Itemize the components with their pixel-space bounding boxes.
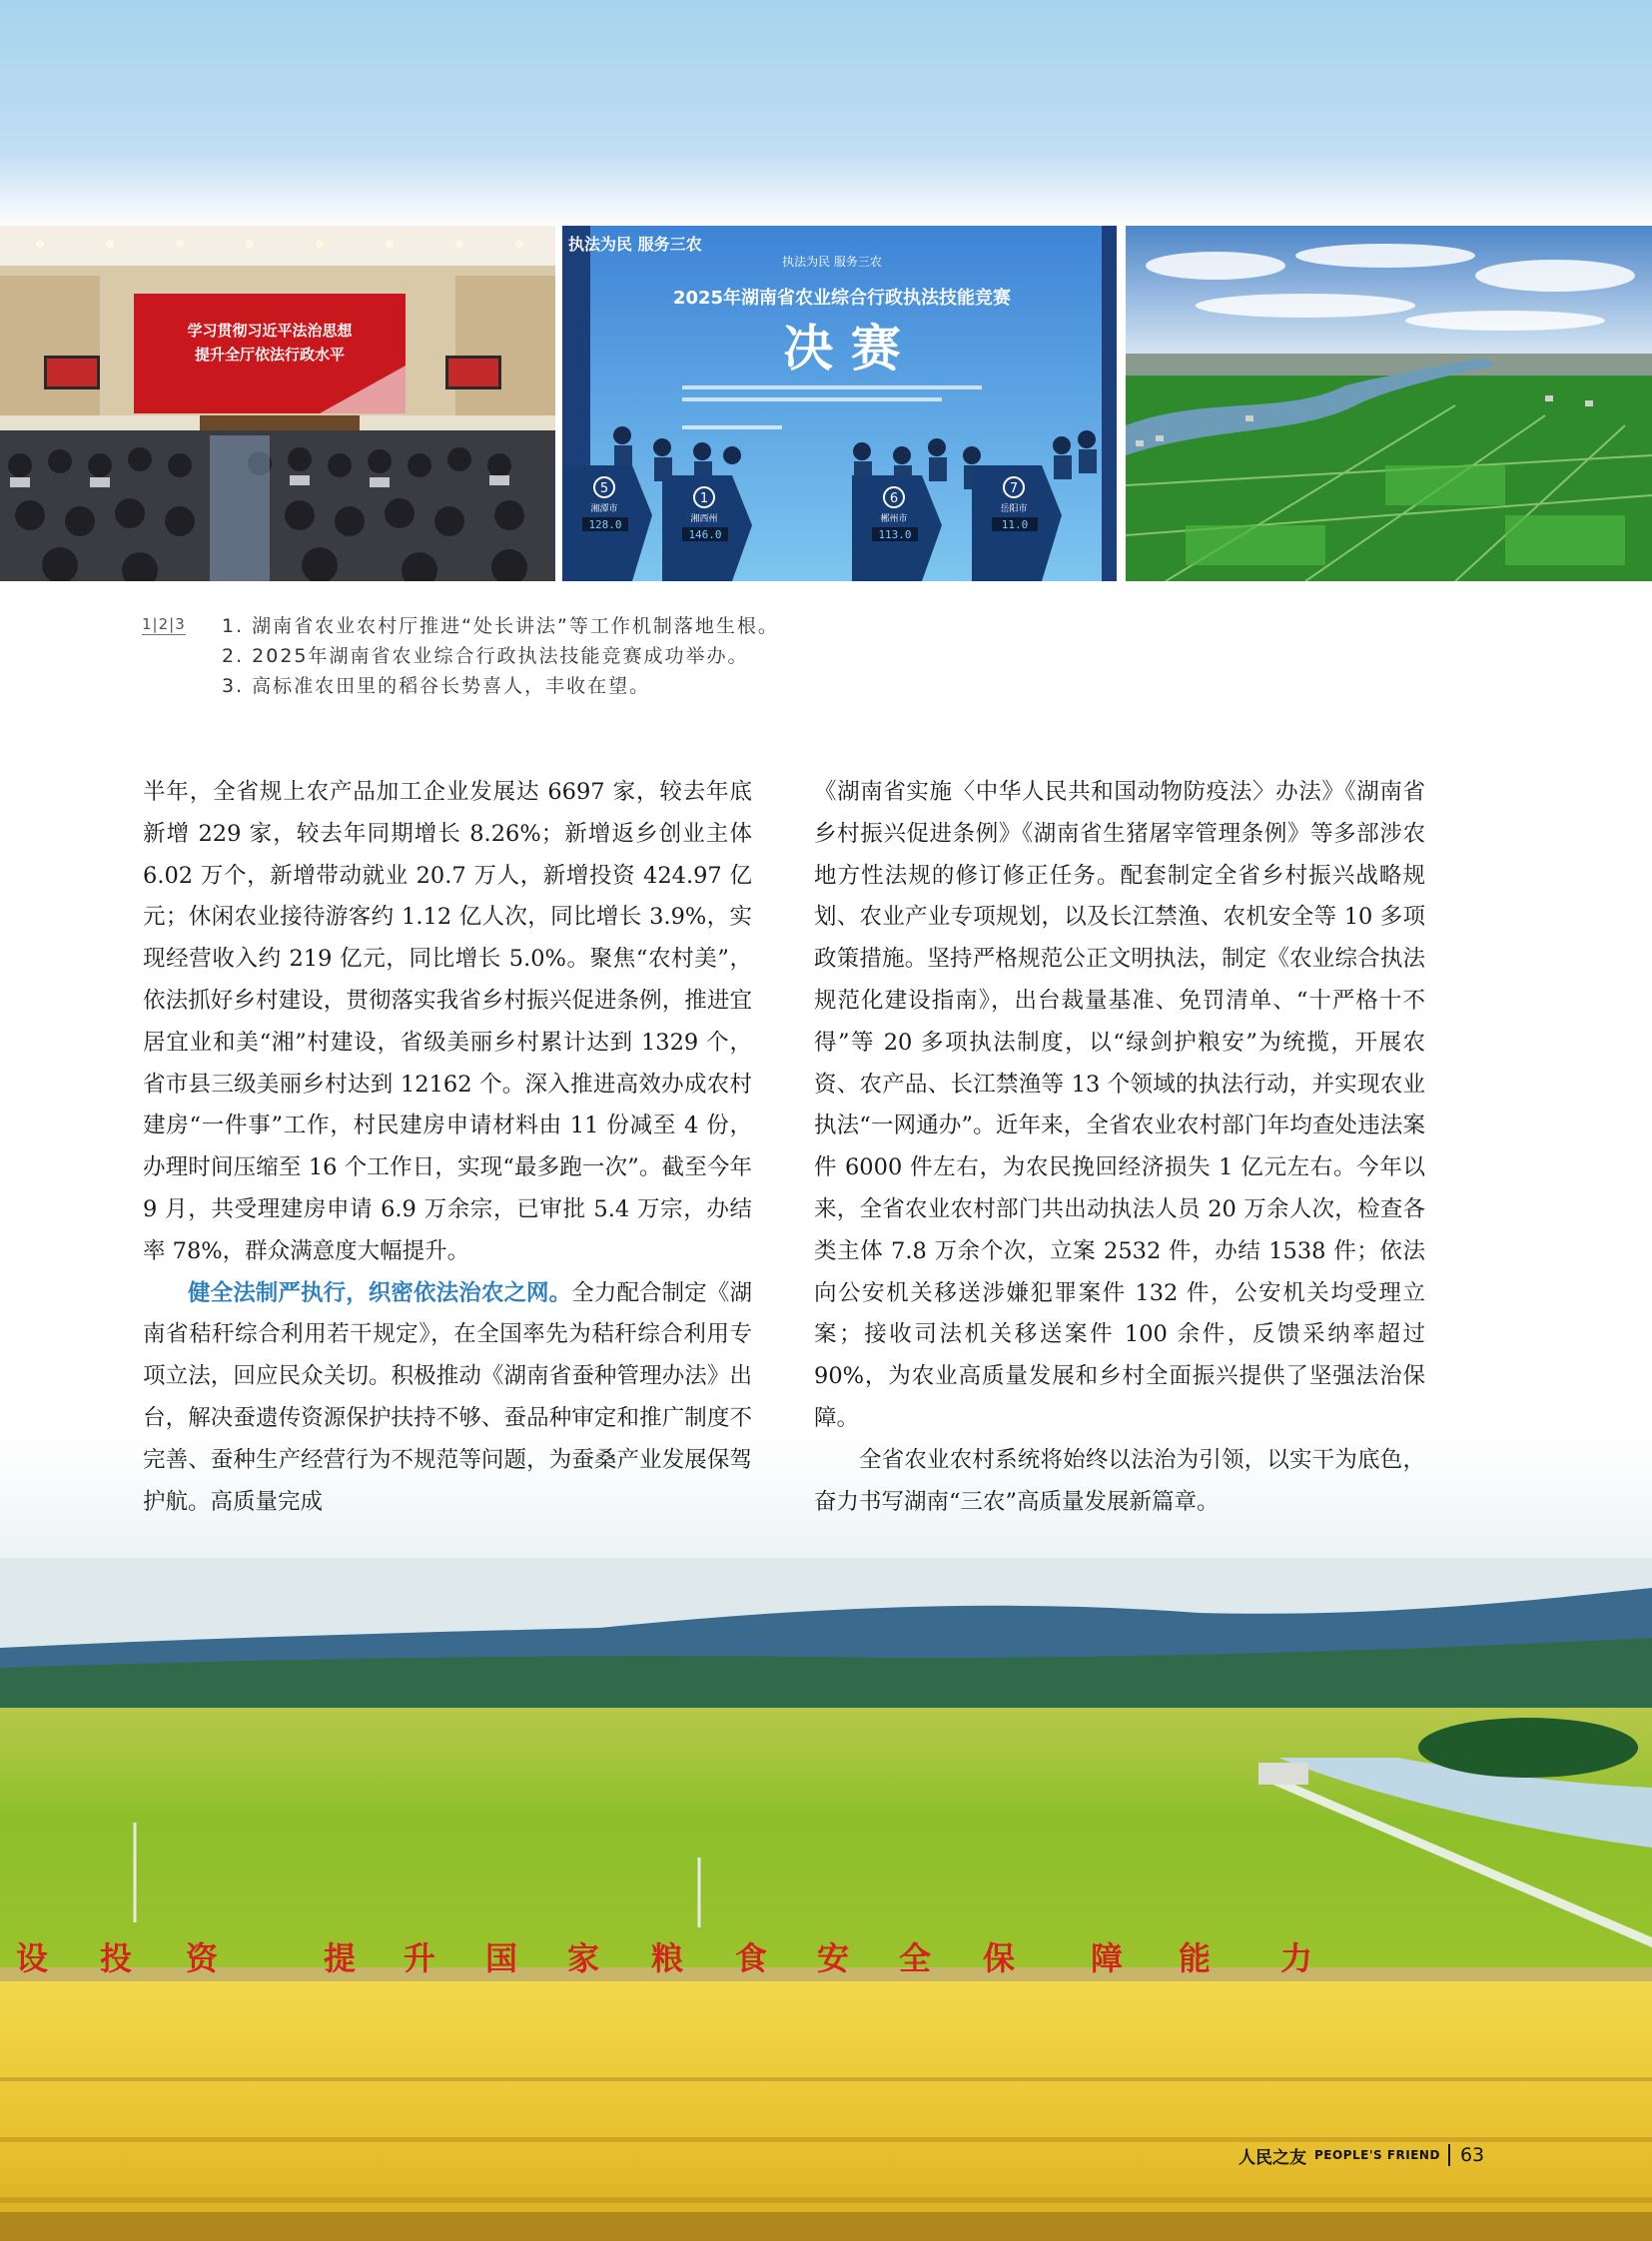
podium-city: 郴州市	[880, 514, 908, 524]
page-number: 63	[1459, 2144, 1485, 2166]
slogan-char: 资	[186, 1939, 219, 1977]
slogan-char: 保	[983, 1939, 1016, 1977]
podium-number: 1	[699, 491, 709, 506]
stage-title: 2025年湖南省农业综合行政执法技能竞赛	[672, 288, 1012, 309]
caption-item: 3. 高标准农田里的稻谷长势喜人，丰收在望。	[222, 675, 651, 697]
podium-score: 113.0	[878, 528, 912, 541]
podium-number: 7	[1009, 481, 1019, 496]
body-paragraph: 半年，全省规上农产品加工企业发展达 6697 家，较去年底新增 229 家，较去年同期增长 8.26%；新增返乡创业主体 6.02 万个，新增带动就业 20.7 万人，新增投资 424.97 亿元；休闲农业接待游客约 1.12 亿人次，同比增长 3.9%，实现经营收入约 219 亿元，同比增长 5.0%。聚焦“农村美”，依法抓好乡村建设，贯彻落实我省乡村振兴促进条例，推进宜居宜业和美“湘”村建设，省级美丽乡村累计达到 1329 个，省市县三级美丽乡村达到 12162 个。深入推进高效办成农村建房“一件事”工作，村民建房申请材料由 11 份减至 4 份，办理时间压缩至 16 个工作日，实现“最多跑一次”。截至今年 9 月，共受理建房申请 6.9 万余宗，已审批 5.4 万宗，办结率 78%，群众满意度大幅提升。	[143, 779, 752, 1264]
slogan-char: 能	[1179, 1939, 1212, 1977]
photo-meeting-hall	[0, 226, 555, 581]
slogan-char: 投	[100, 1939, 133, 1977]
slogan-char: 力	[1280, 1939, 1313, 1977]
footer-divider	[1448, 2144, 1450, 2166]
podium-number: 6	[889, 491, 899, 506]
podium-city: 湘潭市	[590, 504, 618, 514]
body-paragraph	[143, 1273, 752, 1524]
caption-item: 2. 2025年湖南省农业综合行政执法技能竞赛成功举办。	[222, 645, 749, 667]
body-paragraph: 《湖南省实施〈中华人民共和国动物防疫法〉办法》《湖南省乡村振兴促进条例》《湖南省生猪屠宰管理条例》等多部涉农地方性法规的修订修正任务。配套制定全省乡村振兴战略规划、农业产业专项规划，以及长江禁渔、农机安全等 10 多项政策措施。坚持严格规范公正文明执法，制定《农业综合执法规范化建设指南》，出台裁量基准、免罚清单、“十严格十不得”等 20 多项执法制度，以“绿剑护粮安”为统揽，开展农资、农产品、长江禁渔等 13 个领域的执法行动，并实现农业执法“一网通办”。近年来，全省农业农村部门年均查处违法案件 6000 件左右，为农民挽回经济损失 1 亿元左右。今年以来，全省农业农村部门共出动执法人员 20 万余人次，检查各类主体 7.8 万余个次，立案 2532 件，办结 1538 件；依法向公安机关移送涉嫌犯罪案件 132 件，公安机关均受理立案；接收司法机关移送案件 100 余件，反馈采纳率超过 90%，为农业高质量发展和乡村全面振兴提供了坚强法治保障。	[814, 779, 1425, 1431]
magazine-brand: 人民之友	[1239, 2147, 1306, 2168]
magazine-english-name: PEOPLE'S FRIEND	[1314, 2148, 1440, 2162]
podium-city: 岳阳市	[1000, 504, 1028, 514]
slogan-char: 粮	[651, 1939, 684, 1977]
caption-item: 1. 湖南省农业农村厅推进“处长讲法”等工作机制落地生根。	[222, 615, 779, 637]
section-highlight: 健全法制严执行，织密依法治农之网。	[188, 1279, 572, 1306]
rice-field-scenery	[0, 1558, 1652, 2241]
caption-numbers: 1|2|3	[142, 615, 186, 633]
meeting-screen-line2: 提升全厅依法行政水平	[194, 346, 346, 364]
body-column-left	[143, 772, 752, 1523]
podium-score: 11.0	[1001, 518, 1029, 531]
body-column-right	[814, 772, 1425, 1523]
slogan-char: 障	[1091, 1939, 1124, 1977]
body-paragraph: 全省农业农村系统将始终以法治为引领，以实干为底色，奋力书写湖南“三农”高质量发展新篇章。	[814, 1446, 1425, 1515]
stage-slogan-small: 执法为民 服务三农	[782, 255, 882, 269]
podium-score: 146.0	[688, 528, 722, 541]
photo-aerial-farmland	[1126, 226, 1652, 581]
caption-list	[222, 611, 779, 701]
podium-score: 128.0	[588, 518, 622, 531]
page-footer	[1239, 2141, 1484, 2169]
slogan-char: 安	[817, 1939, 850, 1977]
slogan-char: 家	[567, 1939, 600, 1977]
slogan-char: 升	[404, 1939, 436, 1977]
field-slogan	[0, 1933, 1652, 1979]
slogan-char: 国	[485, 1939, 518, 1977]
body-text: 全力配合制定《湖南省秸秆综合利用若干规定》，在全国率先为秸秆综合利用专项立法，回应民众关切。积极推动《湖南省蚕种管理办法》出台，解决蚕遗传资源保护扶持不够、蚕品种审定和推广制度不完善、蚕种生产经营行为不规范等问题，为蚕桑产业发展保驾护航。高质量完成	[143, 1279, 752, 1515]
slogan-char: 设	[16, 1939, 49, 1977]
stage-top-slogan: 执法为民 服务三农	[568, 235, 702, 254]
stage-big-text: 决 赛	[783, 319, 901, 377]
slogan-char: 提	[324, 1939, 357, 1977]
photo-competition-stage	[562, 226, 1117, 581]
podium-city: 湘西州	[690, 514, 718, 524]
slogan-char: 食	[735, 1939, 768, 1977]
meeting-screen-line1: 学习贯彻习近平法治思想	[187, 322, 353, 340]
slogan-char: 全	[899, 1939, 932, 1977]
podium-number: 5	[599, 481, 609, 496]
